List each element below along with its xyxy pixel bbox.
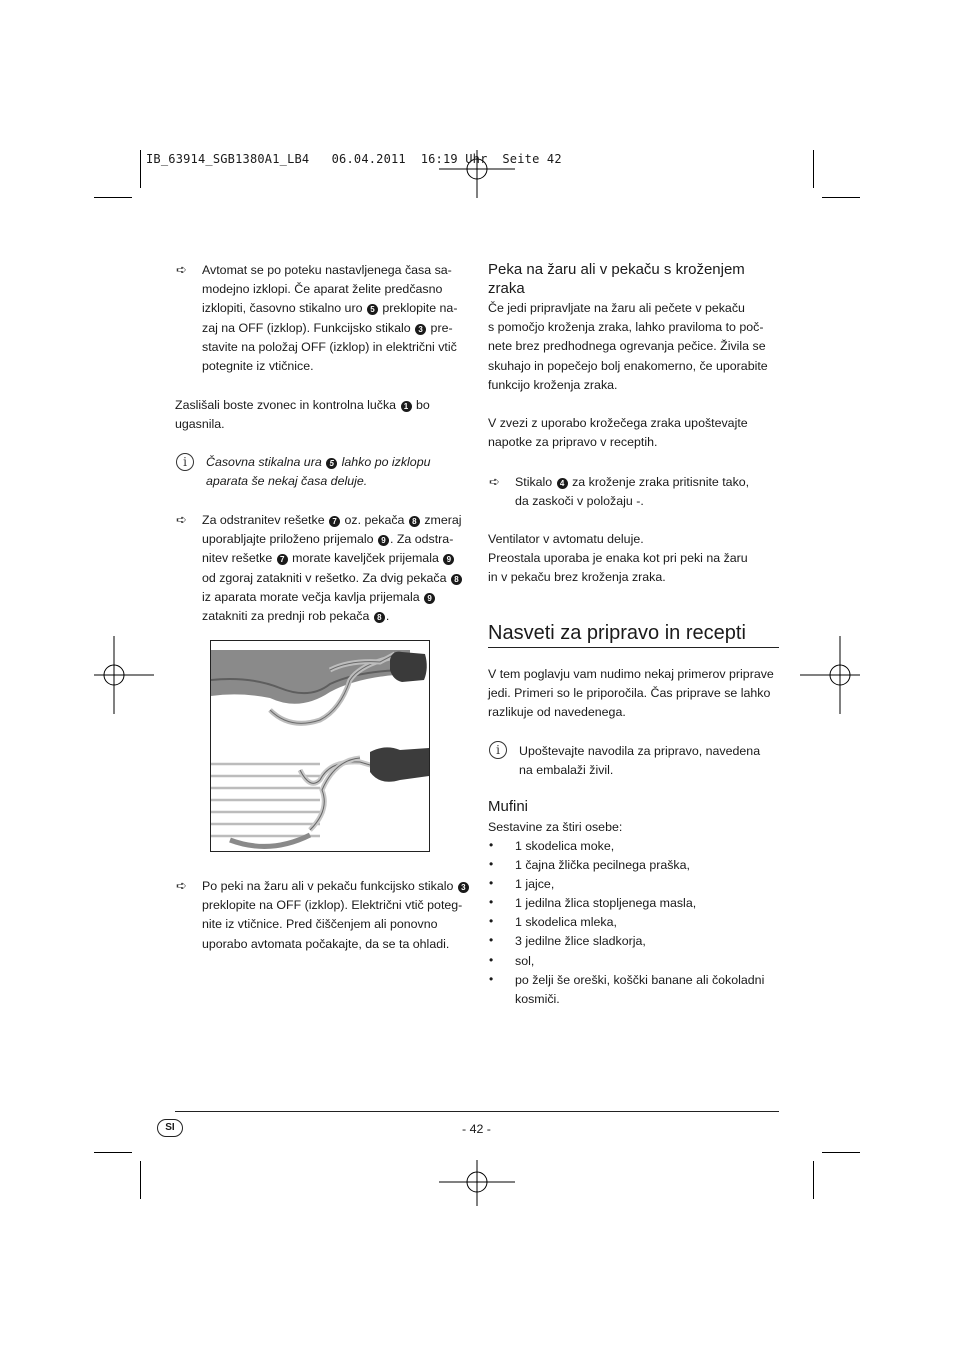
registration-mark-right — [800, 636, 860, 714]
note-timer: Časovna stikalna ura 5 lahko po izklopu aparata še nekaj časa deluje. — [206, 455, 431, 489]
number-9-icon: 9 — [443, 554, 454, 565]
number-8-icon: 8 — [409, 516, 420, 527]
number-9-icon: 9 — [378, 535, 389, 546]
ingredient-item: 1 skodelica moke, — [515, 839, 615, 853]
registration-mark-bottom — [437, 1158, 517, 1208]
crop-mark — [822, 197, 860, 198]
ingredient-item: 1 čajna žlička pecilnega praška, — [515, 858, 690, 872]
number-1-icon: 1 — [401, 401, 412, 412]
crop-mark — [94, 197, 132, 198]
footer-rule — [175, 1111, 779, 1112]
note-packaging: Upoštevajte navodila za pripravo, navedena na embalaži živil. — [519, 744, 761, 778]
ingredient-item: po želji še oreški, koščki banane ali čokoladni kosmiči. — [515, 973, 765, 1007]
number-9-icon: 9 — [424, 593, 435, 604]
step-remove-grill: Za odstranitev rešetke 7 oz. pekača 8 zmeraj uporabljajte priloženo prijemalo 9 . Za odstra- nitev rešetke 7 morate kaveljček prijemala 9 od zgoraj zatakniti v rešetko. Za dvig pekača 8 iz aparata morate večja kavlja prijemala 9 zatakniti za prednji rob pekača 8 . — [202, 513, 462, 624]
paragraph-convection: Če jedi pripravljate na žaru ali pečete v pekaču s pomočjo kroženja zraka, lahko praviloma to poč- nete brez predhodnega ogrevanja pečice. Živila se skuhajo in popečejo bolj enakomerno, če uporabite funkcijo kroženja zraka. — [488, 301, 768, 392]
step-auto-off: Avtomat se po poteku nastavljenega časa sa- modejno izklopi. Če aparat želite predčasno izklopiti, časovno stikalno uro 5 preklopite na- zaj na OFF (izklop). Funkcijsko stikalo 3 pre- stavite na položaj OFF (izklop) in električni vtič potegnite iz vtičnice. — [202, 263, 458, 374]
bullet-icon: • — [489, 857, 494, 871]
ingredient-item: 1 skodelica mleka, — [515, 915, 617, 929]
registration-mark-left — [94, 636, 154, 714]
crop-mark — [822, 1152, 860, 1153]
bullet-icon: • — [489, 895, 494, 909]
ingredient-item: sol, — [515, 954, 535, 968]
crop-mark — [140, 150, 141, 188]
bullet-icon: • — [489, 972, 494, 986]
step-after-grilling: Po peki na žaru ali v pekaču funkcijsko stikalo 3 preklopite na OFF (izklop). Električni vtič poteg- nite iz vtičnice. Pred čiščenjem ali ponovno uporabo avtomata počakajte, da se ta ohladi. — [202, 877, 470, 954]
bullet-icon: • — [489, 933, 494, 947]
arrow-icon: ➪ — [176, 512, 187, 527]
heading-convection: Peka na žaru ali v pekaču s kroženjem zraka — [488, 261, 745, 297]
ingredients-title: Sestavine za štiri osebe: — [488, 820, 623, 834]
number-7-icon: 7 — [329, 516, 340, 527]
bullet-icon: • — [489, 914, 494, 928]
paragraph-recipes-note: V zvezi z uporabo krožečega zraka upoštevajte napotke za pripravo v receptih. — [488, 416, 748, 450]
heading-muffins: Mufini — [488, 798, 529, 815]
number-3-icon: 3 — [458, 882, 469, 893]
crop-mark — [813, 1161, 814, 1199]
number-4-icon: 4 — [557, 478, 568, 489]
info-icon: i — [176, 453, 194, 471]
bullet-icon: • — [489, 838, 494, 852]
bell-paragraph: Zaslišali boste zvonec in kontrolna lučka 1 bo ugasnila. — [175, 398, 430, 432]
ingredient-item: 3 jedilne žlice sladkorja, — [515, 934, 646, 948]
heading-tips-recipes: Nasveti za pripravo in recepti — [488, 622, 746, 644]
number-3-icon: 3 — [415, 324, 426, 335]
print-slug: IB_63914_SGB1380A1_LB4 06.04.2011 16:19 Uhr Seite 42 — [146, 152, 562, 166]
number-5-icon: 5 — [326, 458, 337, 469]
paragraph-fan: Ventilator v avtomatu deluje. Preostala uporaba je enaka kot pri peki na žaru in v pekaču brez kroženja zraka. — [488, 532, 748, 585]
gripper-illustration — [210, 640, 430, 852]
number-5-icon: 5 — [367, 304, 378, 315]
step-fan-switch: Stikalo 4 za kroženje zraka pritisnite tako, da zaskoči v položaju -. — [515, 475, 750, 509]
crop-mark — [140, 1161, 141, 1199]
language-badge: SI — [157, 1119, 183, 1137]
bullet-icon: • — [489, 876, 494, 890]
paragraph-chapter-intro: V tem poglavju vam nudimo nekaj primerov priprave jedi. Primeri so le priporočila. Čas priprave se lahko razlikuje od navedenega. — [488, 667, 774, 720]
heading-underline — [488, 647, 779, 648]
info-icon: i — [489, 741, 507, 759]
crop-mark — [813, 150, 814, 188]
page-number: - 42 - — [462, 1122, 491, 1136]
bullet-icon: • — [489, 953, 494, 967]
arrow-icon: ➪ — [176, 262, 187, 277]
arrow-icon: ➪ — [176, 878, 187, 893]
ingredient-item: 1 jajce, — [515, 877, 555, 891]
crop-mark — [94, 1152, 132, 1153]
number-8-icon: 8 — [451, 574, 462, 585]
ingredient-item: 1 jedilna žlica stopljenega masla, — [515, 896, 697, 910]
number-7-icon: 7 — [277, 554, 288, 565]
arrow-icon: ➪ — [489, 474, 500, 489]
number-8-icon: 8 — [374, 612, 385, 623]
